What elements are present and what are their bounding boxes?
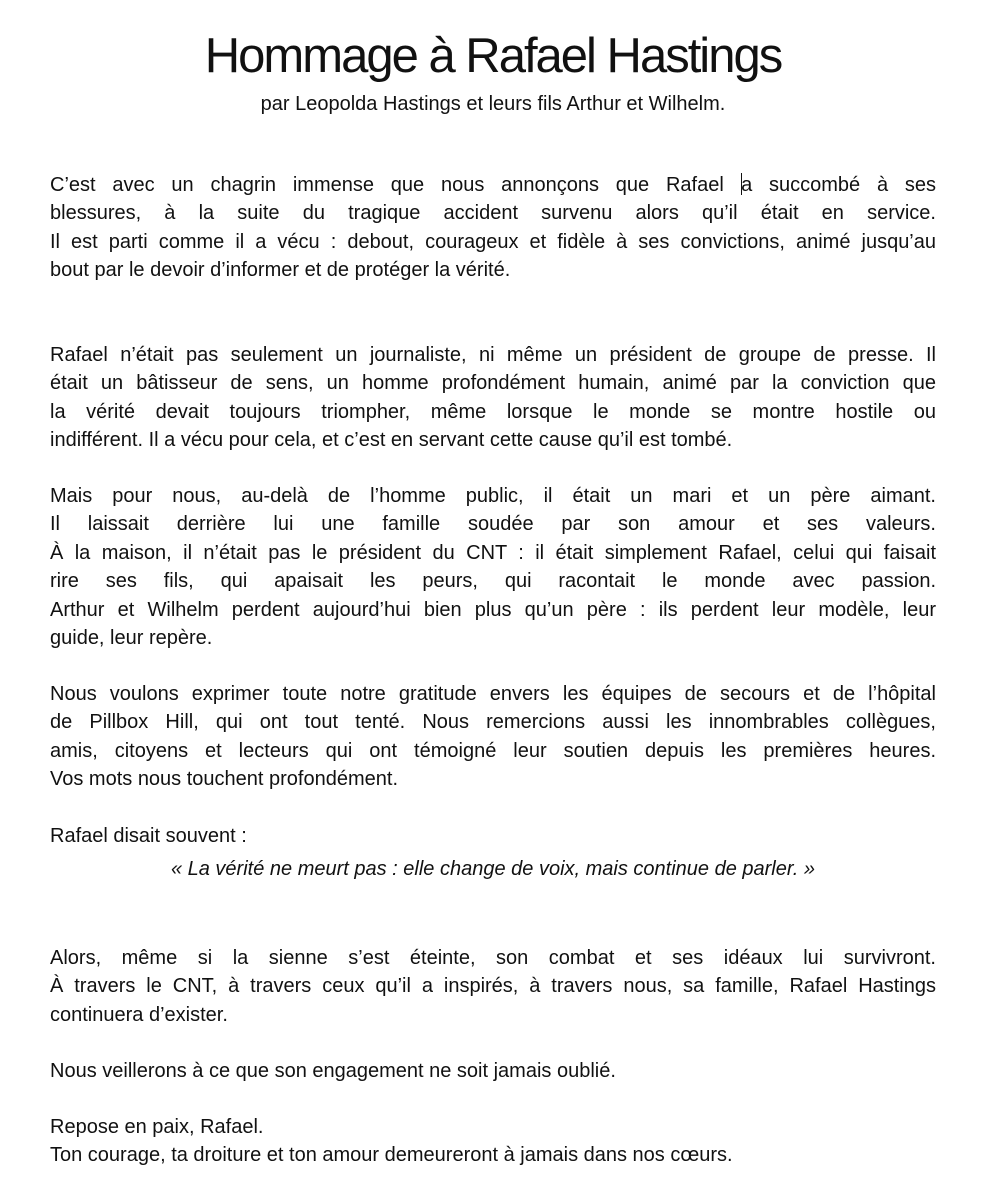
paragraph-line: continuera d’exister.: [50, 1003, 228, 1026]
paragraph-legacy: [50, 944, 936, 1029]
paragraph-line: de Pillbox Hill, qui ont tout tenté. Nous remercions aussi les innombrables collègues,: [50, 711, 936, 734]
paragraph-line: Vos mots nous touchent profondément.: [50, 768, 398, 791]
document-title: Hommage à Rafael Hastings: [204, 29, 782, 83]
paragraph-farewell: [50, 1113, 936, 1170]
paragraph-family: [50, 482, 936, 652]
paragraph-quote-intro: [50, 822, 936, 850]
paragraph-line: Il est parti comme il a vécu : debout, courageux et fidèle à ses convictions, animé jusqu’au: [50, 230, 936, 253]
paragraph-line: Ton courage, ta droiture et ton amour demeureront à jamais dans nos cœurs.: [50, 1144, 733, 1167]
paragraph-line: rire ses fils, qui apaisait les peurs, qui racontait le monde avec passion.: [50, 570, 936, 593]
paragraph-announcement: [50, 171, 936, 285]
paragraph-line: indifférent. Il a vécu pour cela, et c’est en servant cette cause qu’il est tombé.: [50, 429, 733, 452]
paragraph-line: était un bâtisseur de sens, un homme profondément humain, animé par la conviction que: [50, 372, 936, 395]
paragraph-line: la vérité devait toujours triompher, même lorsque le monde se montre hostile ou: [50, 400, 936, 423]
paragraph-line: amis, citoyens et lecteurs qui ont témoigné leur soutien depuis les premières heures.: [50, 739, 936, 762]
paragraph-line: Nous voulons exprimer toute notre gratitude envers les équipes de secours et de l’hôpital: [50, 683, 936, 705]
paragraph-line: Mais pour nous, au-delà de l’homme public, il était un mari et un père aimant.: [50, 485, 936, 507]
paragraph-line: guide, leur repère.: [50, 627, 213, 650]
paragraph-line: Nous veillerons à ce que son engagement ne soit jamais oublié.: [50, 1060, 616, 1082]
paragraph-commitment: [50, 1057, 936, 1085]
paragraph-line: Arthur et Wilhelm perdent aujourd’hui bien plus qu’un père : ils perdent leur modèle, leur: [50, 598, 936, 621]
paragraph-line: C’est avec un chagrin immense que nous annonçons que Rafael a succombé à ses: [50, 174, 936, 196]
paragraph-line: Il laissait derrière lui une famille soudée par son amour et ses valeurs.: [50, 513, 936, 536]
paragraph-line: Alors, même si la sienne s’est éteinte, son combat et ses idéaux lui survivront.: [50, 947, 936, 969]
paragraph-line: Rafael n’était pas seulement un journaliste, ni même un président de groupe de presse. Il: [50, 344, 936, 366]
quote-text: « La vérité ne meurt pas : elle change de voix, mais continue de parler. »: [170, 858, 816, 880]
document-subtitle: par Leopolda Hastings et leurs fils Arthur et Wilhelm.: [260, 93, 726, 115]
paragraph-line: À la maison, il n’était pas le président du CNT : il était simplement Rafael, celui qui faisait: [50, 541, 936, 564]
paragraph-gratitude: [50, 680, 936, 794]
paragraph-journalist: [50, 341, 936, 455]
paragraph-line: Rafael disait souvent :: [50, 825, 247, 847]
paragraph-line: blessures, à la suite du tragique accident survenu alors qu’il était en service.: [50, 202, 936, 225]
paragraph-line: bout par le devoir d’informer et de protéger la vérité.: [50, 259, 511, 282]
paragraph-line: À travers le CNT, à travers ceux qu’il a inspirés, à travers nous, sa famille, Rafael Hastings: [50, 975, 936, 998]
paragraph-line: Repose en paix, Rafael.: [50, 1116, 264, 1138]
